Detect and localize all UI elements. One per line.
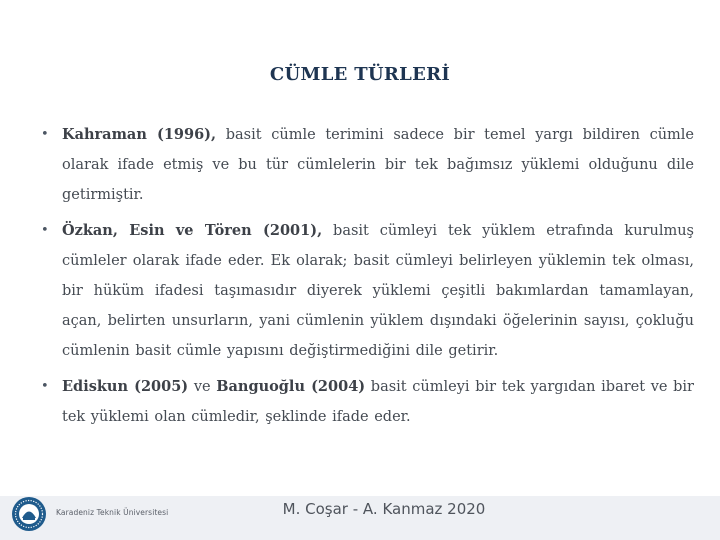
bullet-paragraph xyxy=(32,216,694,366)
author-citation: Ediskun (2005) xyxy=(62,378,189,395)
bullet-icon: • xyxy=(41,379,49,394)
university-name: Karadeniz Teknik Üniversitesi xyxy=(56,508,169,517)
bullet-icon: • xyxy=(41,127,49,142)
author-citation: Özkan, Esin ve Tören (2001), xyxy=(62,222,323,239)
bullet-paragraph xyxy=(32,372,694,432)
paragraph-text: basit cümleyi bir tek yargıdan ibaret ve bir tek yüklemi olan cümledir, şeklinde ifade eder. xyxy=(62,379,694,425)
paragraph-connector: ve xyxy=(188,379,217,395)
slide-content xyxy=(32,120,694,438)
bullet-paragraph xyxy=(32,120,694,210)
slide-title: CÜMLE TÜRLERİ xyxy=(269,64,451,85)
bullet-icon: • xyxy=(41,223,49,238)
footer-credit: M. Coşar - A. Kanmaz 2020 xyxy=(282,500,486,518)
author-citation: Kahraman (1996), xyxy=(62,126,217,143)
author-citation: Banguoğlu (2004) xyxy=(216,378,366,395)
paragraph-text: basit cümleyi tek yüklem etrafında kurulmuş cümleler olarak ifade eder. Ek olarak; basit cümleyi belirleyen yüklemin tek olması, bir hüküm ifadesi taşımasıdır diyerek yüklemi çeşitli bakımlardan tamamlayan, açan, belirten unsurların, yani cümlenin yüklem dışındaki öğelerinin sayısı, çokluğu cümlenin basit cümle yapısını değiştirmediğini dile getirir. xyxy=(62,223,694,359)
paragraph-text: basit cümle terimini sadece bir temel yargı bildiren cümle olarak ifade etmiş ve bu tür cümlelerin bir tek bağımsız yüklemi olduğunu dile getirmiştir. xyxy=(62,127,695,203)
